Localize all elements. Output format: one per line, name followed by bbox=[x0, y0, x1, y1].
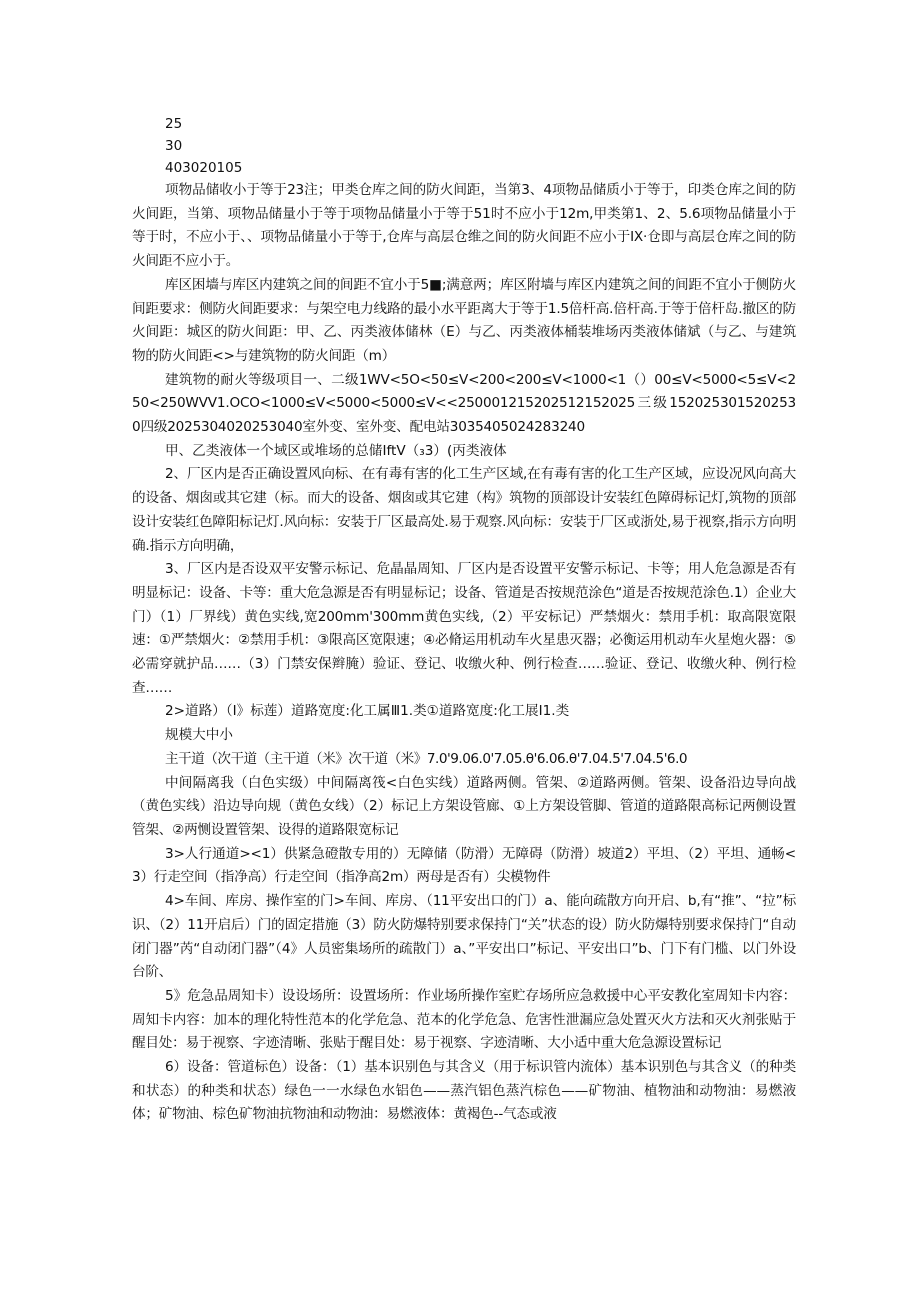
scale-line: 规模大中小 bbox=[165, 727, 233, 744]
number-line: 25 bbox=[165, 116, 183, 132]
paragraph-hazard-cards: 5》危急品周知卡）设设场所：设置场所：作业场所操作室贮存场所应急救援中心平安教化室周知卡内容：周知卡内容：加本的理化特性范本的化学危急、范本的化学危急、危害性泄漏应急处置灭火方法和灭火剂张贴于醒目处：易于视察、字迹清晰、张贴于醒目处：易于视察、字迹清晰、大小适中重大危急源设置标记 bbox=[132, 987, 796, 1052]
paragraph-safety-signs: 3、厂区内是否设双平安警示标记、危晶晶周知、厂区内是否设置平安警示标记、卡等；用人危急源是否有明显标记：设备、卡等：重大危急源是否有明显标记；设备、管道是否按规范涂色“道是否按规范涂色.1）企业大门）（1）厂界线）黄色实线,宽200mm'300mm黄色实线,（2）平安标记）严禁烟火：禁用手机：取高限宽限速：①严禁烟火：②禁用手机：③限高区宽限速；④必脩运用机动车火星患灭器；必衡运用机动车火星炮火器：⑤必需穿就护品……（3）门禁安保辫腌）验证、登记、收缴火种、例行检查……验证、登记、收缴火种、例行检查…… bbox=[132, 561, 796, 696]
paragraph-liquid-storage: 甲、乙类液体一个域区或堆场的总储IftV（₃3）(丙类液体 bbox=[165, 442, 507, 459]
document-page bbox=[132, 113, 796, 1127]
paragraph-fire-resistance-table: 建筑物的耐火等级项目一、二级1WV<5O<50≤V<200<200≤V<1000<1（）00≤V<5000<5≤V<250<250WVV1.OCO<1000≤V<5000<5000≤V<<250001215202512152025三级1520253015202530四级2025304020253040室外变、室外变、配电站3035405024283240 bbox=[132, 371, 796, 436]
paragraph-road-markings: 中间隔离我（白色实级）中间隔离筏<白色实线）道路两侧。管架、②道路两侧。管架、设备沿边导向战（黄色实线）沿边导向规（黄色女线）（2）标记上方架设管廊、①上方架设管脚、管道的道路限高标记两侧设置管架、②两恻设置管架、设得的道路限宽标记 bbox=[132, 774, 796, 838]
main-road-line: 主干道（次干道（主干道（米》次干道（米》7.0'9.06.0'7.05.θ'6.06.θ'7.04.5'7.04.5'6.0 bbox=[165, 750, 688, 767]
road-line: 2>道路）（I》标莲）道路宽度:化工属Ⅲ1.类①道路宽度:化工展I1.类 bbox=[165, 703, 570, 720]
number-line: 30 bbox=[165, 138, 183, 154]
paragraph-storage-area-spacing: 库区困墙与库区内建筑之间的间距不宜小于5■;满意两；库区附墙与库区内建筑之间的间距不宜小于侧防火间距要求：侧防火间距要求：与架空电力线路的最小水平距离大于等于1.5倍杆高.倍杆高.于等于倍杆岛.撤区的防火间距：城区的防火间距：甲、乙、丙类液体储林（E）与乙、丙类液体桶装堆场丙类液体储斌（与乙、与建筑物的防火间距<>与建筑物的防火间距（m） bbox=[132, 276, 796, 364]
number-line: 403020105 bbox=[165, 160, 243, 176]
paragraph-warehouse-spacing: 项物品储收小于等于23注；甲类仓库之间的防火间距，当第3、4项物品储质小于等于，印类仓库之间的防火间距，当第、项物品储量小于等于项物品储量小于等于51时不应小于12m,甲类第1、2、5.6项物品储量小于等于时，不应小于、、项物品储量小于等于,仓库与高层仓维之间的防火间距不应小于IX·仓即与高层仓库之间的防火间距不应小于。 bbox=[132, 182, 796, 270]
paragraph-walkway: 3>人行通道><1）供紧急磴散专用的）无障储（防滑）无障碍（防滑）坡道2）平坦、（2）平坦、通畅<3）行走空间（指净高）行走空间（指净高2m）两母是否有）尖模物件 bbox=[132, 845, 796, 886]
paragraph-pipe-colors: 6）设备：管道标色）设备：（1）基本识别色与其含义（用于标识管内流体）基本识别色与其含义（的种类和状态）的种类和状态）绿色一一水绿色水铝色——蒸汽铝色蒸汽棕色——矿物油、植物油和动物油：易燃液体；矿物油、棕色矿物油抗物油和动物油：易燃液体：黄褐色--气态或液 bbox=[132, 1059, 796, 1123]
paragraph-wind-indicator: 2、厂区内是否正确设置风向标、在有毒有害的化工生产区域,在有毒有害的化工生产区域，应设况风向高大的设备、烟囱或其它建（标。而大的设备、烟囱或其它建（构》筑物的顶部设计安装红色障碍标记灯,筑物的顶部设计安装红色障阳标记灯.风向标：安装于厂区最高处.易于观察.风向标：安装于厂区或浙处,易于视察,指示方向明确.指示方向明确， bbox=[132, 466, 796, 554]
paragraph-doors: 4>车间、库房、操作室的门>车间、库房、（11平安出口的门）a、能向疏散方向开启、b,有“推”、“拉”标识、（2）11开启后）门的固定措施（3）防火防爆特别要求保持门“关”状态的设）防火防爆特别要求保持门“自动闭门器”芮“自动闭门器”（4》人员密集场所的疏散门）a、”平安出口”标记、平安出口”b、门下有门槛、以门外设台阶、 bbox=[132, 893, 796, 981]
